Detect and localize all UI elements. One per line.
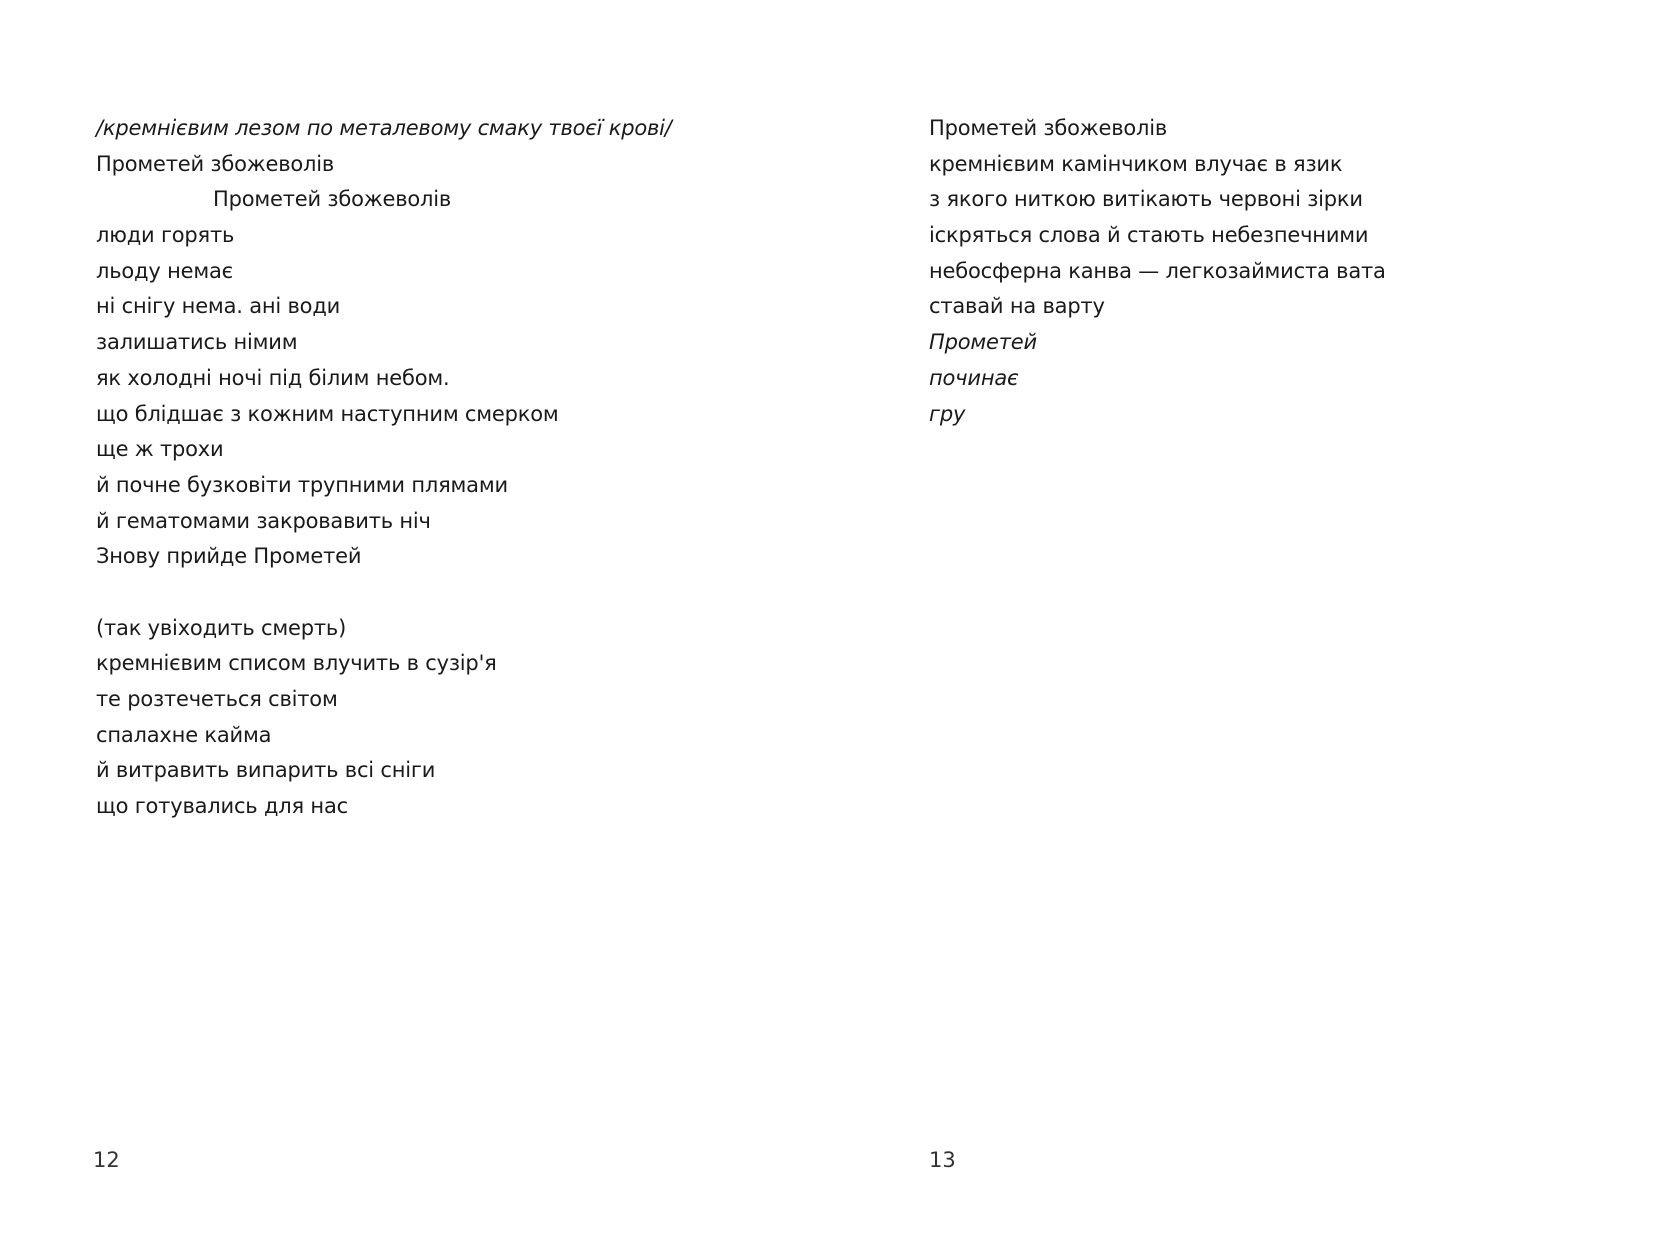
poem-line: що блідшає з кожним наступним смерком — [96, 401, 559, 426]
poem-line: й витравить випарить всі сніги — [96, 758, 436, 783]
poem-line: іскряться слова й стають небезпечними — [929, 223, 1369, 248]
poem-line: як холодні ночі під білим небом. — [96, 365, 450, 390]
page-number-right: 13 — [929, 1148, 956, 1172]
poem-line: те розтечеться світом — [96, 687, 338, 711]
poem-line: ставай на варту — [929, 294, 1105, 319]
poem-line: й почне бузковіти трупними плямами — [96, 472, 508, 497]
poem-line-italic: гру — [929, 401, 966, 426]
poem-line: спалахне кайма — [96, 722, 272, 747]
right-page-poem — [929, 111, 1386, 432]
page-number-left: 12 — [93, 1148, 120, 1172]
poem-line: небосферна канва — легкозаймиста вата — [929, 258, 1386, 283]
left-page-poem — [96, 111, 672, 825]
poem-line-italic: починає — [929, 365, 1019, 390]
right-page — [827, 0, 1654, 1241]
poem-line: ні снігу нема. ані води — [96, 294, 341, 319]
poem-line: люди горять — [96, 223, 235, 248]
poem-line: й гематомами закровавить ніч — [96, 508, 431, 533]
poem-line: ще ж трохи — [96, 437, 224, 462]
poem-line: Прометей збожеволів — [929, 116, 1168, 140]
poem-line-epigraph: /кремнієвим лезом по металевому смаку твоєї крові/ — [96, 116, 672, 140]
poem-line: залишатись німим — [96, 330, 298, 355]
poem-line-italic: Прометей — [929, 330, 1037, 355]
poem-line: з якого ниткою витікають червоні зірки — [929, 187, 1363, 212]
poem-line: що готувались для нас — [96, 794, 348, 819]
poem-line-indented: Прометей збожеволів — [213, 187, 452, 212]
poem-line: льоду немає — [96, 258, 233, 283]
poem-line: Знову прийде Прометей — [96, 544, 362, 569]
poem-line: кремнієвим списом влучить в сузір'я — [96, 651, 497, 676]
poem-line: (так увіходить смерть) — [96, 615, 347, 640]
stanza-break — [96, 575, 672, 611]
poem-line: Прометей збожеволів — [96, 151, 335, 176]
poem-line: кремнієвим камінчиком влучає в язик — [929, 151, 1343, 176]
